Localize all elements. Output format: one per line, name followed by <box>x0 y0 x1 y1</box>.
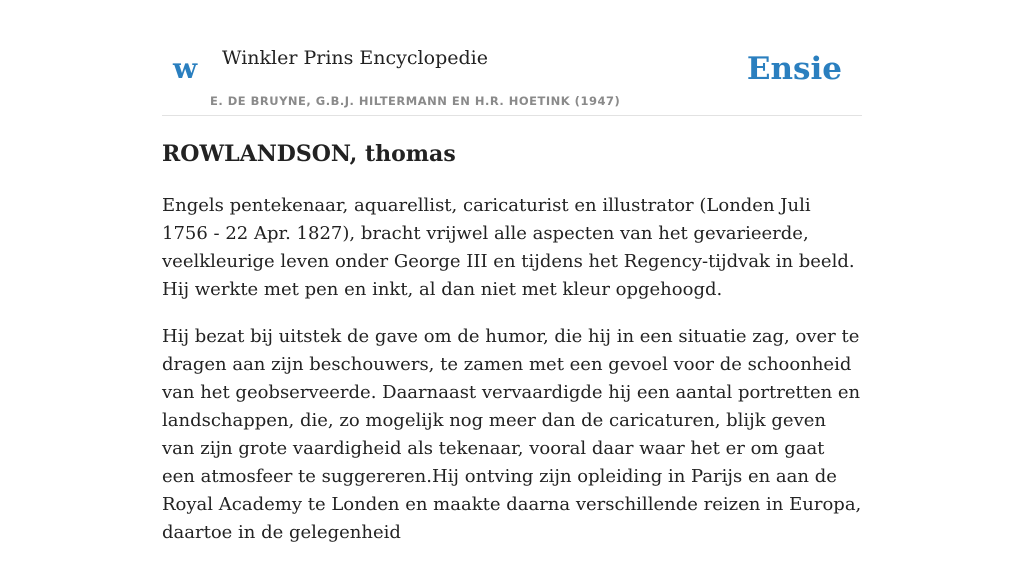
publication-logo[interactable]: w <box>173 52 198 85</box>
page-container <box>162 0 862 543</box>
publication-authors: E. DE BRUYNE, G.B.J. HILTERMANN EN H.R. HOETINK (1947) <box>210 94 621 108</box>
entry-paragraph: Engels pentekenaar, aquarellist, caricaturist en illustrator (Londen Juli 1756 - 22 Apr. 1827), bracht vrijwel alle aspecten van het gevarieerde, veelkleurige leven onder George III en tijdens het Regency-tijdvak in beeld. Hij werkte met pen en inkt, al dan niet met kleur opgehoogd. <box>162 195 855 300</box>
entry-body <box>162 192 862 566</box>
ensie-brand-logo[interactable]: Ensie <box>746 51 842 87</box>
entry-paragraph: Hij bezat bij uitstek de gave om de humor, die hij in een situatie zag, over te dragen aan zijn beschouwers, te zamen met een gevoel voor de schoonheid van het geobserveerde. Daarnaast vervaardigde hij een aantal portretten en landschappen, die, zo mogelijk nog meer dan de caricaturen, blijk geven van zijn grote vaardigheid als tekenaar, vooral daar waar het er om gaat een atmosfeer te suggereren.Hij ontving zijn opleiding in Parijs en aan de Royal Academy te Londen en maakte daarna verschillende reizen in Europa, daartoe in de gelegenheid <box>162 326 862 543</box>
publication-title[interactable]: Winkler Prins Encyclopedie <box>222 47 488 69</box>
entry-title: ROWLANDSON, thomas <box>162 141 456 167</box>
publication-header <box>162 0 862 116</box>
